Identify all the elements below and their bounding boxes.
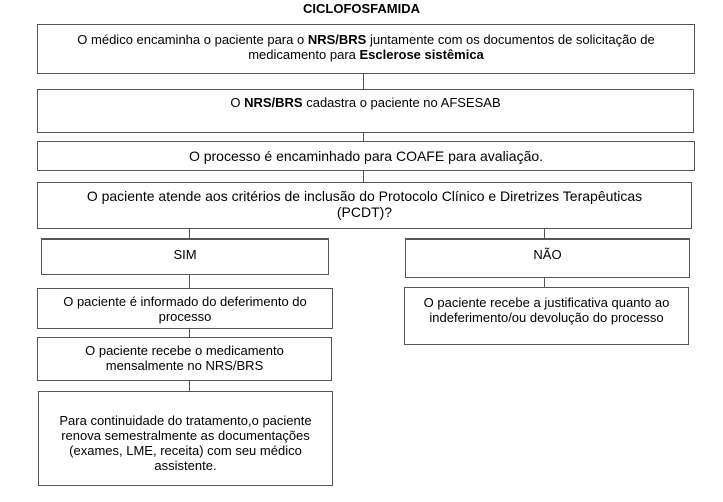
- step-receive-medication: [37, 337, 332, 381]
- connector-question-nao: [544, 228, 545, 239]
- step-forward-coafe: [37, 141, 695, 171]
- step-forward-coafe-text: O processo é encaminhado para COAFE para avaliação.: [188, 148, 544, 164]
- connector-deferimento-medicamento: [189, 328, 190, 337]
- branch-nao: [405, 239, 690, 278]
- step-deferimento-text: O paciente é informado do deferimento do processo: [63, 294, 307, 324]
- step-registration: [37, 89, 694, 133]
- step-registration-bold-nrs: NRS/BRS: [244, 95, 303, 110]
- step-treatment-continuity: [38, 391, 333, 486]
- step-treatment-continuity-text: Para continuidade do tratamento,o paciente renova semestralmente as documentações (exames, LME, receita) com seu médico assistente.: [59, 413, 312, 473]
- connector-nao-justificativa: [544, 277, 545, 287]
- branch-sim-label: SIM: [173, 247, 197, 262]
- connector-question-sim: [189, 228, 190, 239]
- flowchart-title: CICLOFOSFAMIDA: [303, 1, 420, 16]
- step-referral-text-1: O médico encaminha o paciente para o: [77, 32, 308, 47]
- step-justification: [404, 287, 689, 345]
- connector-medicamento-continuidade: [189, 380, 190, 391]
- step-registration-text-1: O: [230, 95, 245, 110]
- step-deferimento: [37, 288, 333, 329]
- step-referral-text-2: juntamente com os documentos de solicitação de medicamento para: [248, 32, 655, 62]
- step-registration-text-2: cadastra o paciente no AFSESAB: [302, 95, 501, 110]
- step-referral-bold-disease: Esclerose sistêmica: [359, 47, 484, 62]
- step-receive-medication-text: O paciente recebe o medicamento mensalmente no NRS/BRS: [85, 343, 284, 373]
- connector-3-4: [363, 170, 364, 182]
- step-referral: [37, 24, 695, 74]
- decision-pcdt-criteria-text: O paciente atende aos critérios de inclusão do Protocolo Clínico e Diretrizes Terapêuticas (PCDT)?: [86, 188, 643, 220]
- branch-sim: [41, 239, 329, 275]
- branch-nao-label: NÃO: [533, 247, 562, 262]
- decision-pcdt-criteria: [37, 182, 692, 229]
- step-justification-text: O paciente recebe a justificativa quanto ao indeferimento/ou devolução do processo: [423, 295, 670, 325]
- connector-1-2: [363, 73, 364, 89]
- connector-sim-deferimento: [189, 274, 190, 288]
- connector-2-3: [363, 132, 364, 141]
- step-referral-bold-nrs: NRS/BRS: [307, 32, 367, 47]
